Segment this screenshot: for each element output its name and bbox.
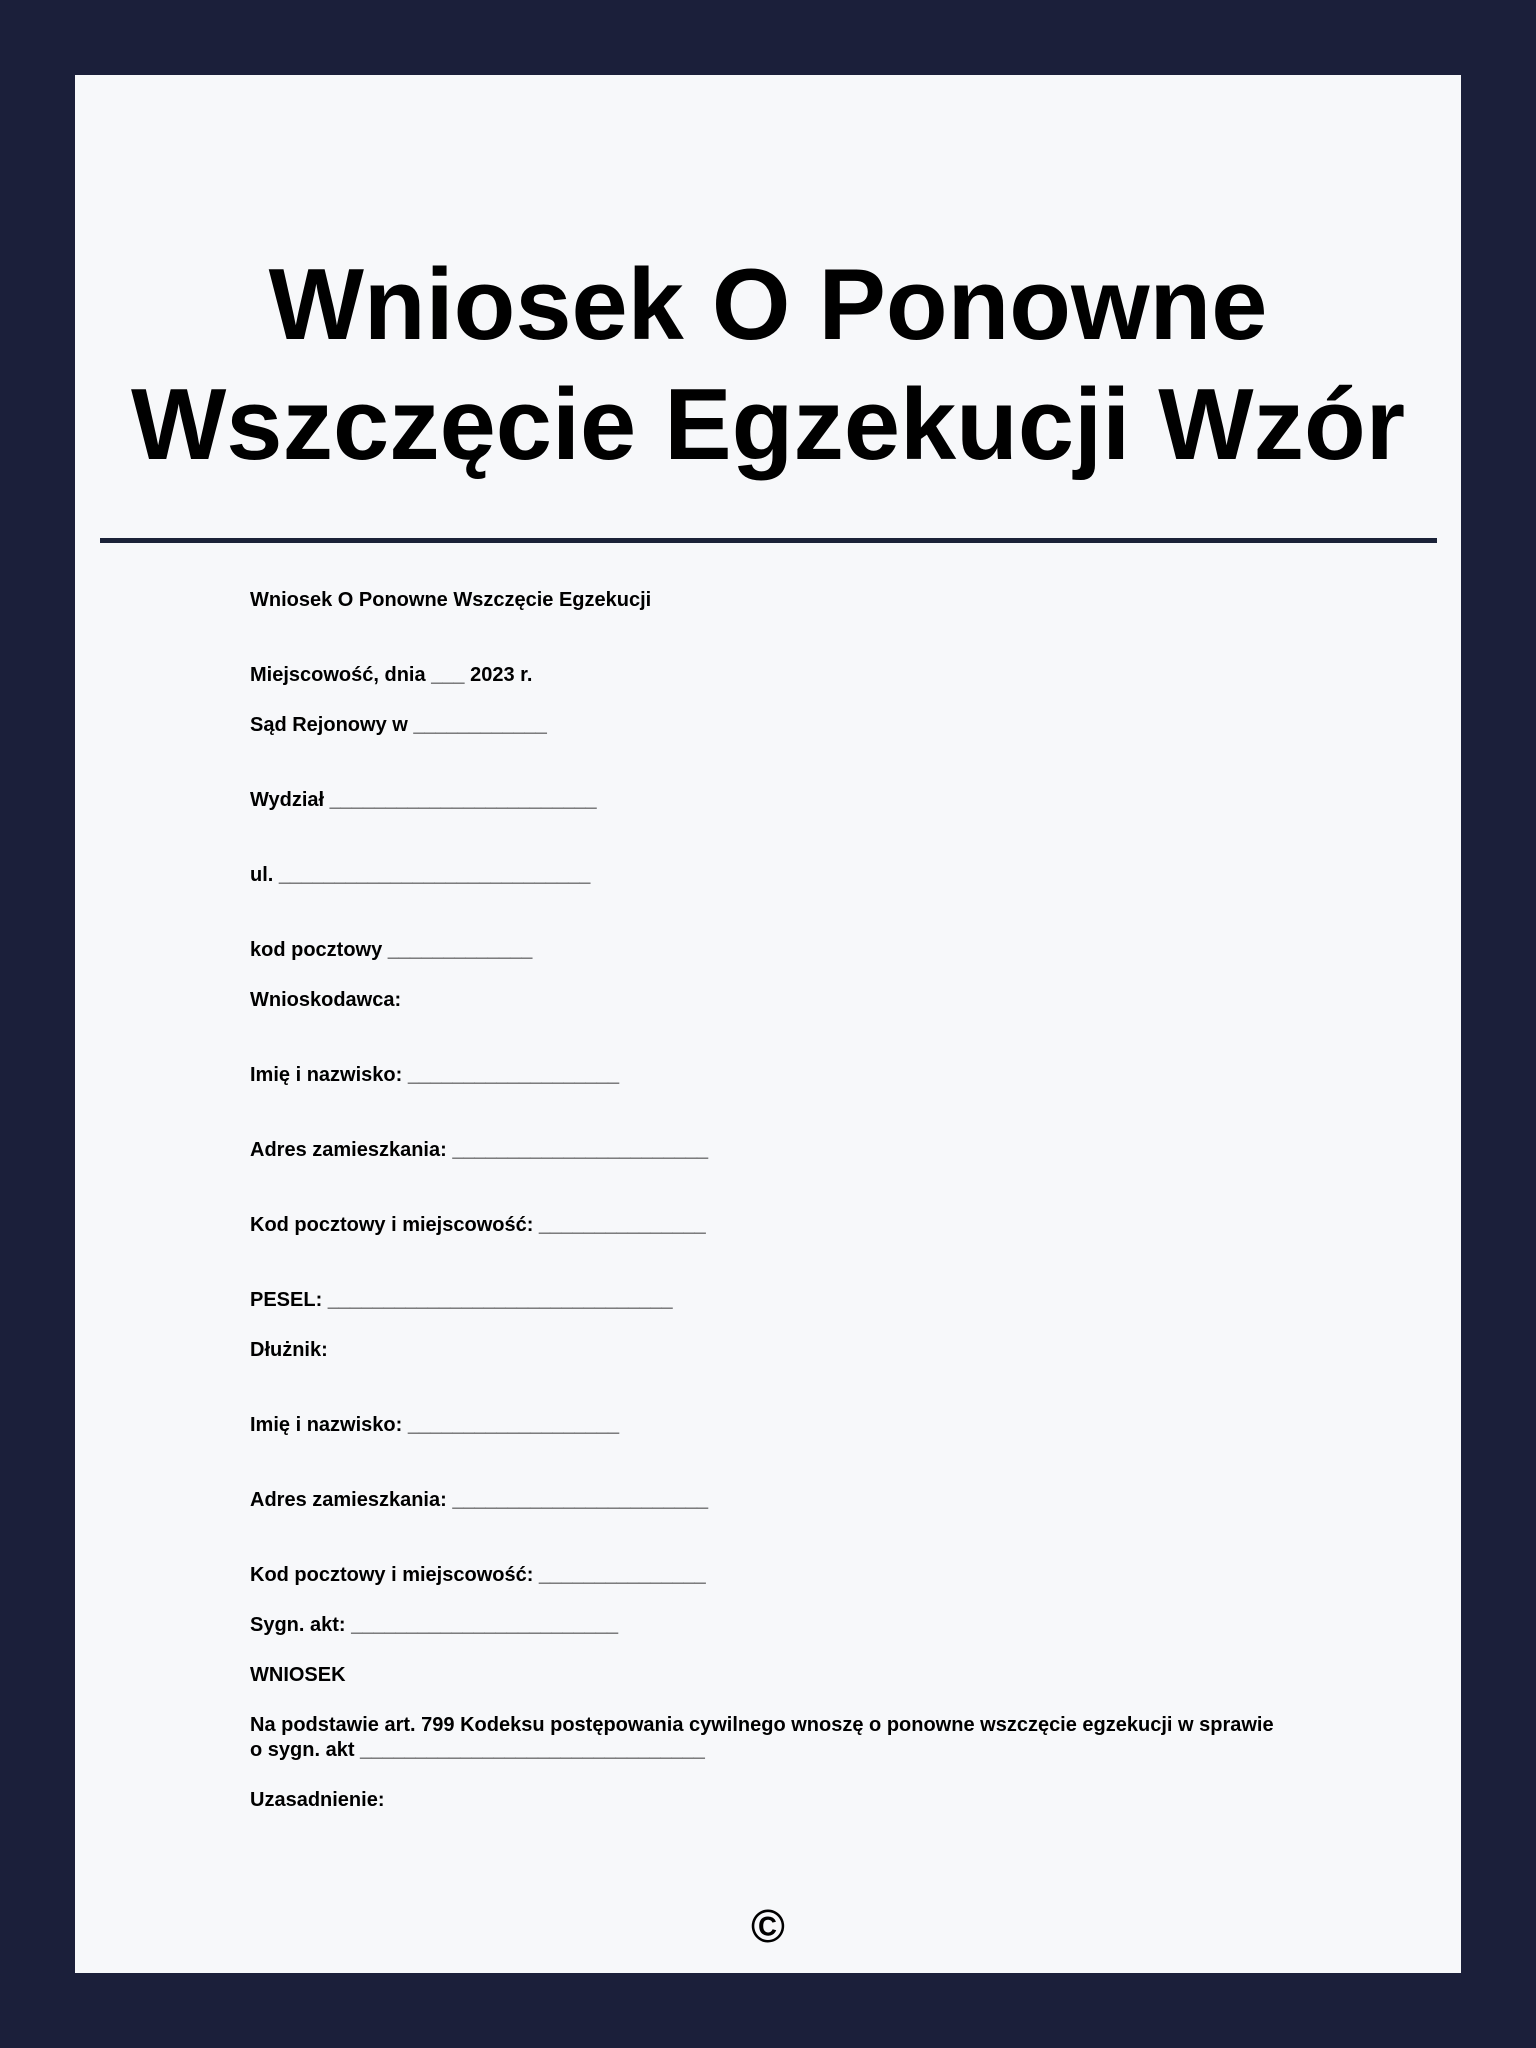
request-body: Na podstawie art. 799 Kodeksu postępowania cywilnego wnoszę o ponowne wszczęcie egzekucji w sprawie o sygn. akt _______________________________ bbox=[250, 1714, 1274, 1761]
justification-label: Uzasadnienie: bbox=[250, 1789, 385, 1811]
title-divider bbox=[100, 538, 1437, 543]
title-line-2: Wszczęcie Egzekucji Wzór bbox=[130, 369, 1406, 481]
place-date-field: Miejscowość, dnia ___ 2023 r. bbox=[250, 664, 533, 686]
debtor-label: Dłużnik: bbox=[250, 1339, 328, 1361]
court-postal-code-field: kod pocztowy _____________ bbox=[250, 939, 533, 961]
applicant-label: Wnioskodawca: bbox=[250, 989, 402, 1011]
page-title bbox=[75, 245, 1461, 485]
debtor-postal-city-field: Kod pocztowy i miejscowość: _______________ bbox=[250, 1564, 706, 1586]
title-line-1: Wniosek O Ponowne bbox=[268, 249, 1268, 361]
applicant-address-field: Adres zamieszkania: _______________________ bbox=[250, 1139, 709, 1161]
court-street-field: ul. ____________________________ bbox=[250, 864, 591, 886]
request-heading: WNIOSEK bbox=[250, 1664, 346, 1686]
applicant-pesel-field: PESEL: _______________________________ bbox=[250, 1289, 673, 1311]
debtor-name-field: Imię i nazwisko: ___________________ bbox=[250, 1414, 620, 1436]
copyright-icon: © bbox=[751, 1900, 785, 1952]
document-page bbox=[75, 75, 1461, 1973]
court-name-field: Sąd Rejonowy w ____________ bbox=[250, 714, 547, 736]
document-body bbox=[250, 588, 1290, 1838]
debtor-address-field: Adres zamieszkania: _______________________ bbox=[250, 1489, 709, 1511]
court-department-field: Wydział ________________________ bbox=[250, 789, 597, 811]
document-heading: Wniosek O Ponowne Wszczęcie Egzekucji bbox=[250, 589, 652, 611]
case-signature-field: Sygn. akt: ________________________ bbox=[250, 1614, 619, 1636]
applicant-name-field: Imię i nazwisko: ___________________ bbox=[250, 1064, 620, 1086]
applicant-postal-city-field: Kod pocztowy i miejscowość: _______________ bbox=[250, 1214, 706, 1236]
